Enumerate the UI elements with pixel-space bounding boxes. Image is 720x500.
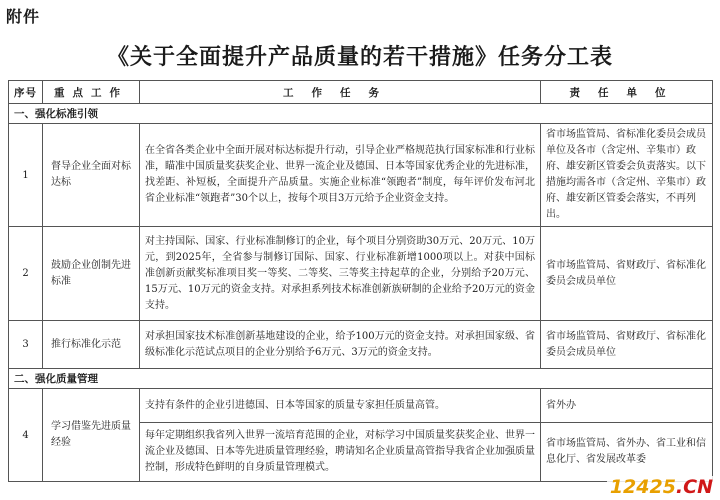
section-row xyxy=(9,369,713,389)
row-responsible: 省外办 xyxy=(541,389,713,423)
column-header-responsible: 责任单位 xyxy=(541,81,713,104)
watermark-domain: .CN xyxy=(675,476,713,498)
row-responsible: 省市场监管局、省外办、省工业和信息化厅、省发展改革委 xyxy=(541,423,713,482)
table-row xyxy=(9,389,713,423)
column-header-focus: 重点工作 xyxy=(43,81,140,104)
section-row xyxy=(9,104,713,124)
row-task: 每年定期组织我省列入世界一流培育范围的企业，对标学习中国质量奖获奖企业、世界一流企业及德国、日本等先进质量管理经验，聘请知名企业质量高管指导我省企业加强质量控制，形成特色鲜明的自身质量管理模式。 xyxy=(140,423,541,482)
column-header-task: 工作任务 xyxy=(140,81,541,104)
section-label: 一、强化标准引领 xyxy=(9,104,713,124)
section-label: 二、强化质量管理 xyxy=(9,369,713,389)
row-seq: 3 xyxy=(9,321,43,369)
row-task: 对主持国际、国家、行业标准制修订的企业，每个项目分别资助30万元、20万元、10万元，到2025年，全省参与制修订国际、国家、行业标准新增1000项以上。对获中国标准创新贡献奖标准项目奖一等奖、二等奖、三等奖主持起草的企业，分别给予20万元、15万元、10万元的资金支持。对承担系列技术标准创新族研制的企业给予20万元的资金支持。 xyxy=(140,227,541,321)
row-task: 在全省各类企业中全面开展对标达标提升行动，引导企业严格规范执行国家标准和行业标准，瞄准中国质量奖获奖企业、世界一流企业及德国、日本等国家优秀企业的先进标准，找差距、补短板，全面提升产品质量。实施企业标准“领跑者”制度，每年评价发布河北省企业标准“领跑者”30个以上，按每个项目3万元给予企业资金支持。 xyxy=(140,124,541,227)
row-seq: 2 xyxy=(9,227,43,321)
watermark-logo xyxy=(607,476,716,498)
row-task: 对承担国家技术标准创新基地建设的企业，给予100万元的资金支持。对承担国家级、省级标准化示范试点项目的企业分别给予6万元、3万元的资金支持。 xyxy=(140,321,541,369)
table-row xyxy=(9,321,713,369)
row-task: 支持有条件的企业引进德国、日本等国家的质量专家担任质量高管。 xyxy=(140,389,541,423)
row-focus: 督导企业全面对标达标 xyxy=(43,124,140,227)
row-responsible: 省市场监管局、省标准化委员会成员单位及各市（含定州、辛集市）政府、雄安新区管委会负责落实。以下措施均需各市（含定州、辛集市）政府、雄安新区管委会落实，不再列出。 xyxy=(541,124,713,227)
row-responsible: 省市场监管局、省财政厅、省标准化委员会成员单位 xyxy=(541,321,713,369)
watermark-number: 12425 xyxy=(609,476,676,498)
row-responsible: 省市场监管局、省财政厅、省标准化委员会成员单位 xyxy=(541,227,713,321)
row-focus: 鼓励企业创制先进标准 xyxy=(43,227,140,321)
column-header-seq: 序号 xyxy=(9,81,43,104)
row-seq: 1 xyxy=(9,124,43,227)
row-focus: 推行标准化示范 xyxy=(43,321,140,369)
table-row xyxy=(9,124,713,227)
table-header-row xyxy=(9,81,713,104)
attachment-label: 附件 xyxy=(6,7,41,26)
table-row xyxy=(9,227,713,321)
page-title: 《关于全面提升产品质量的若干措施》任务分工表 xyxy=(106,44,613,70)
row-seq: 4 xyxy=(9,389,43,482)
task-table xyxy=(8,80,713,482)
row-focus: 学习借鉴先进质量经验 xyxy=(43,389,140,482)
